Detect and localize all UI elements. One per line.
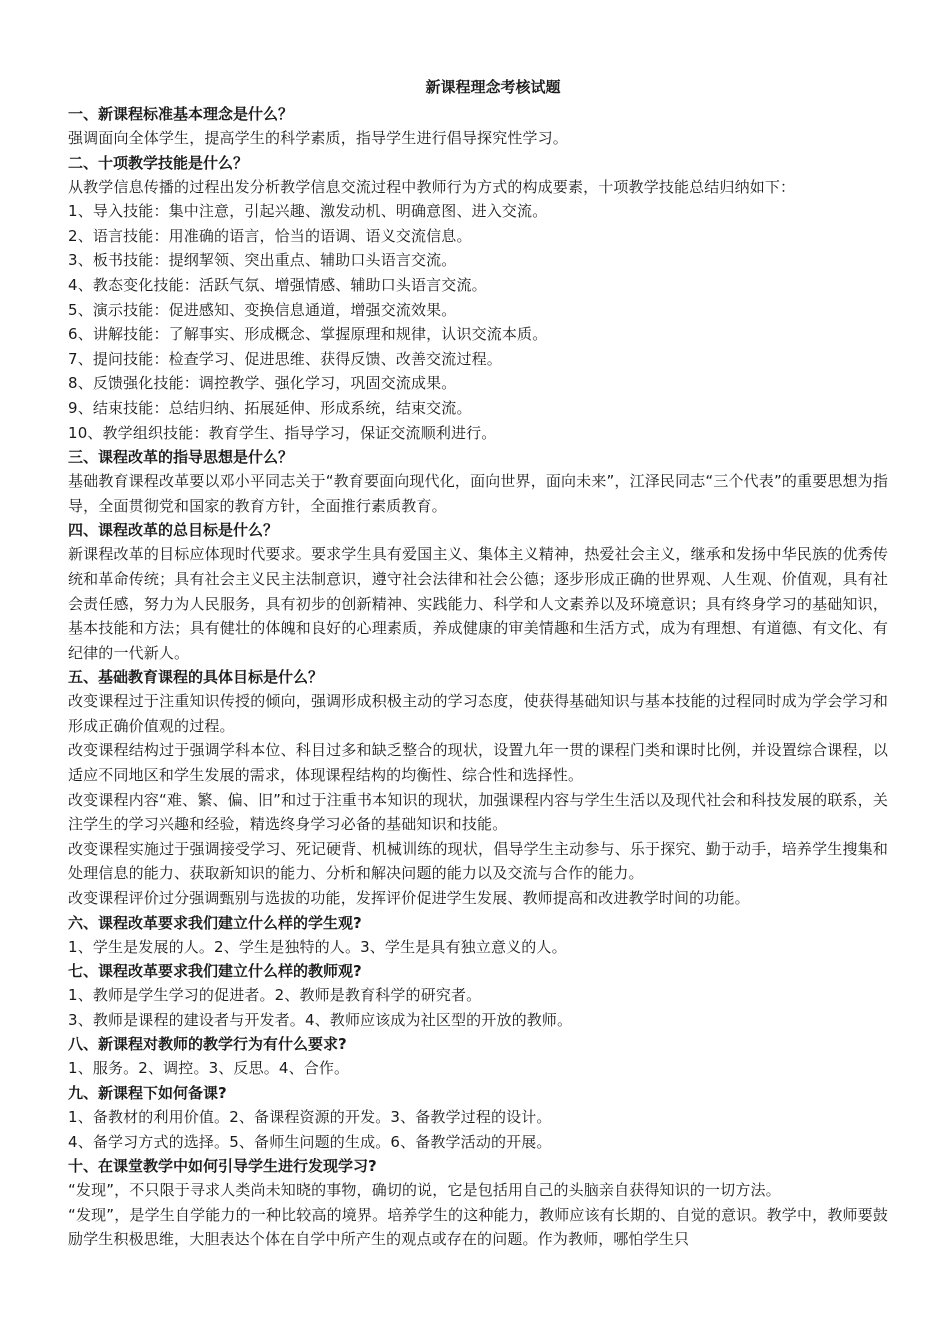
document-title: 新课程理念考核试题: [425, 78, 561, 96]
section-paragraph: 1、服务。2、调控。3、反思。4、合作。: [68, 1059, 350, 1078]
document-section: [68, 151, 888, 446]
section-paragraph: 强调面向全体学生，提高学生的科学素质，指导学生进行倡导探究性学习。: [68, 129, 568, 147]
section-paragraph: “发现”，不只限于寻求人类尚未知晓的事物，确切的说，它是包括用自己的头脑亲自获得知识的一切方法。: [68, 1181, 781, 1200]
section-paragraph: 基础教育课程改革要以邓小平同志关于“教育要面向现代化，面向世界，面向未来”，江泽民同志“三个代表”的重要思想为指导，全面贯彻党和国家的教育方针，全面推行素质教育。: [68, 472, 888, 515]
document-section: [68, 518, 888, 665]
section-paragraph: 改变课程结构过于强调学科本位、科目过多和缺乏整合的现状，设置九年一贯的课程门类和课时比例，并设置综合课程，以适应不同地区和学生发展的需求，体现课程结构的均衡性、综合性和选择性。: [68, 741, 888, 785]
document-body: [68, 102, 888, 1252]
document-section: [68, 1032, 888, 1081]
section-heading: 二、十项教学技能是什么？: [68, 153, 249, 172]
section-paragraph: 改变课程内容“难、繁、偏、旧”和过于注重书本知识的现状，加强课程内容与学生生活以及现代社会和科技发展的联系，关注学生的学习兴趣和经验，精选终身学习必备的基础知识和技能。: [68, 790, 888, 834]
document-section: [68, 959, 888, 1032]
section-paragraph: 从教学信息传播的过程出发分析教学信息交流过程中教师行为方式的构成要素，十项教学技能总结归纳如下：: [68, 177, 796, 196]
section-paragraph: 改变课程实施过于强调接受学习、死记硬背、机械训练的现状，倡导学生主动参与、乐于探究、勤于动手，培养学生搜集和处理信息的能力、获取新知识的能力、分析和解决问题的能力以及交流与合作的能力。: [68, 839, 888, 883]
section-heading: 三、课程改革的指导思想是什么？: [68, 448, 294, 467]
section-paragraph: 6、讲解技能：了解事实、形成概念、掌握原理和规律，认识交流本质。: [68, 325, 548, 344]
section-paragraph: 改变课程过于注重知识传授的倾向，强调形成积极主动的学习态度，使获得基础知识与基本技能的过程同时成为学会学习和形成正确价值观的过程。: [68, 692, 888, 735]
section-heading: 一、新课程标准基本理念是什么？: [68, 105, 294, 123]
section-paragraph: 5、演示技能：促进感知、变换信息通道，增强交流效果。: [68, 300, 457, 319]
section-paragraph: 10、教学组织技能：教育学生、指导学习，保证交流顺利进行。: [68, 423, 497, 442]
section-heading: 五、基础教育课程的具体目标是什么？: [68, 668, 324, 687]
document-section: [68, 665, 888, 910]
section-paragraph: 改变课程评价过分强调甄别与选拔的功能，发挥评价促进学生发展、教师提高和改进教学时间的功能。: [68, 889, 750, 908]
section-paragraph: “发现”，是学生自学能力的一种比较高的境界。培养学生的这种能力，教师应该有长期的、自觉的意识。教学中，教师要鼓励学生积极思维，大胆表达个体在自学中所产生的观点或存在的问题。作为教师，哪怕学生只: [68, 1205, 888, 1249]
section-heading: 七、课程改革要求我们建立什么样的教师观?: [68, 962, 362, 981]
document-section: [68, 911, 888, 960]
document-section: [68, 1081, 888, 1154]
section-paragraph: 3、教师是课程的建设者与开发者。4、教师应该成为社区型的开放的教师。: [68, 1010, 573, 1029]
document-page: [68, 74, 888, 1252]
section-heading: 四、课程改革的总目标是什么？: [68, 521, 279, 540]
section-paragraph: 1、备教材的利用价值。2、备课程资源的开发。3、备教学过程的设计。: [68, 1108, 552, 1126]
section-heading: 十、在课堂教学中如何引导学生进行发现学习?: [68, 1157, 377, 1176]
section-paragraph: 4、备学习方式的选择。5、备师生问题的生成。6、备教学活动的开展。: [68, 1132, 552, 1151]
section-heading: 六、课程改革要求我们建立什么样的学生观?: [68, 913, 362, 932]
document-section: [68, 445, 888, 518]
section-heading: 八、新课程对教师的教学行为有什么要求?: [68, 1035, 347, 1054]
section-paragraph: 9、结束技能：总结归纳、拓展延伸、形成系统，结束交流。: [68, 398, 472, 417]
section-paragraph: 新课程改革的目标应体现时代要求。要求学生具有爱国主义、集体主义精神，热爱社会主义，继承和发扬中华民族的优秀传统和革命传统；具有社会主义民主法制意识，遵守社会法律和社会公德；逐步形成正确的世界观、人生观、价值观，具有社会责任感，努力为人民服务，具有初步的创新精神、实践能力、科学和人文素养以及环境意识；具有终身学习的基础知识，基本技能和方法；具有健壮的体魄和良好的心理素质，养成健康的审美情趣和生活方式，成为有理想、有道德、有文化、有纪律的一代新人。: [68, 545, 888, 662]
section-paragraph: 8、反馈强化技能：调控教学、强化学习，巩固交流成果。: [68, 374, 457, 393]
document-section: [68, 102, 888, 151]
document-section: [68, 1154, 888, 1252]
section-paragraph: 1、学生是发展的人。2、学生是独特的人。3、学生是具有独立意义的人。: [68, 937, 567, 956]
section-heading: 九、新课程下如何备课?: [68, 1084, 227, 1102]
section-paragraph: 3、板书技能：提纲挈领、突出重点、辅助口头语言交流。: [68, 251, 457, 270]
section-paragraph: 1、教师是学生学习的促进者。2、教师是教育科学的研究者。: [68, 986, 482, 1005]
section-paragraph: 1、导入技能：集中注意，引起兴趣、激发动机、明确意图、进入交流。: [68, 202, 548, 221]
section-paragraph: 2、语言技能：用准确的语言，恰当的语调、语义交流信息。: [68, 226, 472, 245]
section-paragraph: 7、提问技能：检查学习、促进思维、获得反馈、改善交流过程。: [68, 349, 502, 368]
section-paragraph: 4、教态变化技能：活跃气氛、增强情感、辅助口头语言交流。: [68, 275, 487, 294]
